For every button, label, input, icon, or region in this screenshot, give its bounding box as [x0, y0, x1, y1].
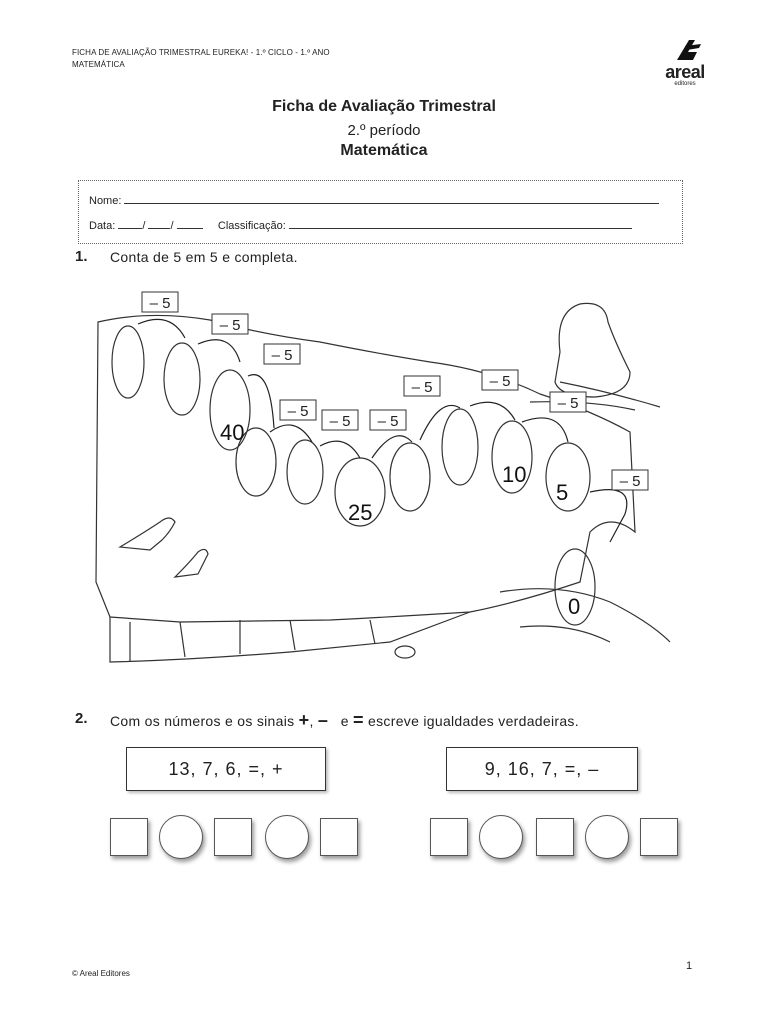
page-number: 1	[686, 960, 693, 972]
arrow-2	[198, 340, 240, 362]
left-slot-4[interactable]	[265, 815, 309, 859]
seagull-1	[120, 518, 175, 550]
iceberg-base	[110, 612, 470, 662]
arrow-8	[470, 402, 515, 420]
areal-logo-icon	[655, 36, 715, 64]
question-1-number: 1.	[75, 248, 88, 265]
period-title: 2.º período	[347, 122, 421, 139]
q2-text-after: escreve igualdades verdadeiras.	[368, 713, 579, 729]
left-slot-5[interactable]	[320, 818, 358, 856]
arrow-label-10: – 5	[619, 473, 641, 490]
student-info-box	[78, 180, 683, 244]
classification-label: Classificação:	[217, 220, 286, 232]
penguin-1	[112, 326, 144, 398]
arrow-10	[590, 490, 627, 542]
date-line: Data: / / Classificação:	[89, 218, 632, 232]
penguin-number-40: 40	[220, 420, 245, 445]
penguin-7	[390, 443, 430, 511]
name-label: Nome:	[89, 195, 122, 207]
logo-sub: editores	[674, 81, 696, 87]
name-field[interactable]	[124, 193, 659, 204]
q2-and: e	[340, 713, 349, 729]
left-slot-1[interactable]	[110, 818, 148, 856]
numbers-box-right: 9, 16, 7, =, –	[446, 747, 638, 791]
right-slot-3[interactable]	[536, 818, 574, 856]
numbers-box-left: 13, 7, 6, =, +	[126, 747, 326, 791]
penguin-number-5: 5	[556, 480, 569, 505]
arrow-label-1: – 5	[149, 295, 171, 312]
arrow-label-7: – 5	[411, 379, 433, 396]
question-1-text: Conta de 5 em 5 e completa.	[110, 249, 298, 265]
penguin-8	[442, 409, 478, 485]
question-2-number: 2.	[75, 710, 88, 727]
ice-cracks	[130, 620, 375, 662]
left-slot-3[interactable]	[214, 818, 252, 856]
name-line	[89, 193, 659, 207]
arrow-label-9: – 5	[557, 395, 579, 412]
areal-logo	[655, 36, 715, 88]
arrow-label-4: – 5	[287, 403, 309, 420]
penguin-5	[287, 440, 323, 504]
minus-sign: –	[317, 710, 329, 730]
arrow-label-8: – 5	[489, 373, 511, 390]
classification-field[interactable]	[289, 218, 632, 229]
arrow-6	[372, 436, 412, 458]
right-slot-4[interactable]	[585, 815, 629, 859]
penguin-2	[164, 343, 200, 415]
arrow-5	[320, 441, 360, 458]
header-line-2: MATEMÁTICA	[72, 60, 125, 69]
date-label: Data:	[89, 220, 116, 232]
subject-title: Matemática	[340, 142, 428, 159]
arrow-label-5: – 5	[329, 413, 351, 430]
equals-sign: =	[353, 710, 364, 730]
logo-word: areal	[665, 62, 705, 82]
date-month-field[interactable]	[148, 218, 170, 229]
penguin-illustration	[90, 282, 675, 682]
page-title: Ficha de Avaliação Trimestral	[272, 98, 496, 115]
arrow-label-3: – 5	[271, 347, 293, 364]
arrow-1	[138, 319, 185, 338]
penguin-number-10: 10	[502, 462, 527, 487]
right-slot-2[interactable]	[479, 815, 523, 859]
penguin-number-25: 25	[348, 500, 373, 525]
fish	[395, 646, 415, 658]
arrow-label-2: – 5	[219, 317, 241, 334]
footer-copyright: © Areal Editores	[72, 969, 130, 978]
water-lines	[500, 589, 670, 642]
date-day-field[interactable]	[118, 218, 142, 229]
header-line-1: FICHA DE AVALIAÇÃO TRIMESTRAL EUREKA! - 1.º CICLO - 1.º ANO	[72, 48, 330, 57]
arrow-label-6: – 5	[377, 413, 399, 430]
q2-text-before: Com os números e os sinais	[110, 713, 295, 729]
right-slot-1[interactable]	[430, 818, 468, 856]
arrow-3	[248, 375, 274, 428]
plus-sign: +	[298, 710, 310, 730]
left-slot-2[interactable]	[159, 815, 203, 859]
penguin-number-0: 0	[568, 594, 581, 619]
date-year-field[interactable]	[177, 218, 203, 229]
iceberg-shape	[96, 315, 635, 622]
seagull-2	[175, 549, 208, 577]
question-2-text: Com os números e os sinais +, – e = escreve igualdades verdadeiras.	[110, 710, 579, 730]
right-slot-5[interactable]	[640, 818, 678, 856]
